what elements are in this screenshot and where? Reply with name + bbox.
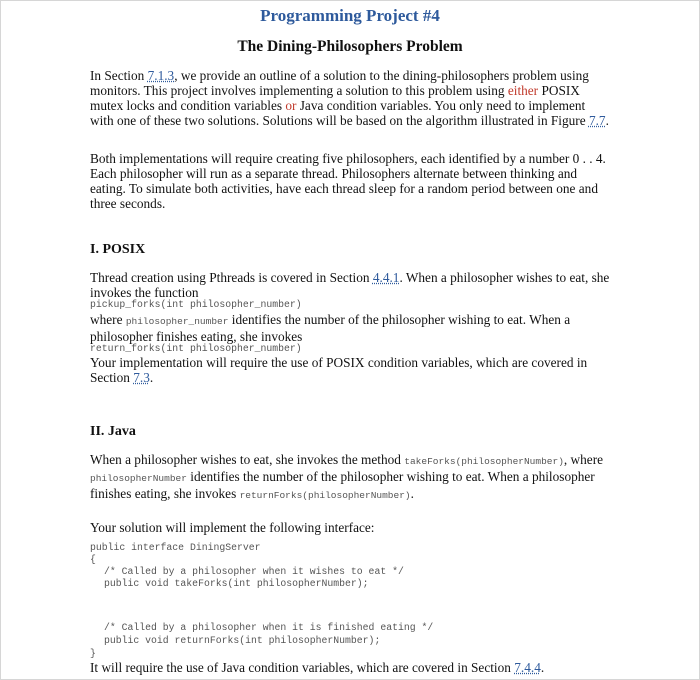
section-link-7-3[interactable]: 7.3: [133, 370, 150, 385]
intro-paragraph-2: Both implementations will require creating five philosophers, each identified by a number 0 . . 4. Each philosopher will run as a separate thread. Philosophers alternate between thinking and eating. To simulate both activities, have each thread sleep for a random period between one and three seconds.: [90, 151, 606, 211]
posix-code-pickup: pickup_forks(int philosopher_number): [90, 299, 302, 310]
posix-paragraph-2: where philosopher_number identifies the number of the philosopher wishing to eat. When a philosopher finishes eating, she invokes: [90, 312, 571, 344]
posix-heading: I. POSIX: [90, 242, 146, 257]
inline-code-philosophernumber: philosopherNumber: [90, 473, 187, 484]
emphasis-either: either: [507, 83, 539, 98]
emphasis-or: or: [285, 98, 297, 113]
inline-code-takeforks: takeForks(philosopherNumber): [404, 456, 564, 467]
code-method-returnforks: public void returnForks(int philosopherNumber);: [104, 635, 381, 646]
section-link-7-4-4[interactable]: 7.4.4: [514, 660, 541, 675]
section-link-4-4-1[interactable]: 4.4.1: [372, 270, 400, 285]
posix-paragraph-1: Thread creation using Pthreads is covered in Section 4.4.1. When a philosopher wishes to eat, she invokes the function: [90, 270, 610, 300]
code-open-brace: {: [90, 554, 96, 565]
top-border: [0, 0, 700, 1]
section-link-7-1-3[interactable]: 7.1.3: [147, 68, 175, 83]
page-subtitle: The Dining-Philosophers Problem: [237, 38, 463, 55]
java-heading: II. Java: [90, 424, 136, 439]
java-paragraph-3: It will require the use of Java condition variables, which are covered in Section 7.4.4.: [90, 660, 545, 675]
code-comment-take: /* Called by a philosopher when it wishes to eat */: [104, 566, 404, 577]
inline-code-returnforks: returnForks(philosopherNumber): [239, 490, 411, 501]
posix-paragraph-3: Your implementation will require the use of POSIX condition variables, which are covered in Section 7.3.: [90, 355, 588, 385]
code-close-brace: }: [90, 648, 96, 659]
intro-paragraph-1: In Section 7.1.3, we provide an outline of a solution to the dining-philosophers problem using monitors. This project involves implementing a solution to this problem using either POSIX mutex locks and condition variables or Java condition variables. You only need to implement with one of these two solutions. Solutions will be based on the algorithm illustrated in Figure 7.7.: [90, 68, 609, 128]
figure-link-7-7[interactable]: 7.7: [588, 113, 606, 128]
left-border: [0, 0, 1, 680]
page-title: Programming Project #4: [260, 6, 440, 25]
code-method-takeforks: public void takeForks(int philosopherNumber);: [104, 578, 369, 589]
java-paragraph-2: Your solution will implement the following interface:: [90, 520, 375, 535]
code-interface-decl: public interface DiningServer: [90, 542, 261, 553]
java-paragraph-1: When a philosopher wishes to eat, she invokes the method takeForks(philosopherNumber), where philosopherNumber identifies the number of the philosopher wishing to eat. When a philosopher finishes eating, she invokes returnForks(philosopherNumber).: [90, 452, 604, 501]
inline-code-philosopher-number: philosopher_number: [125, 316, 229, 327]
posix-code-return: return_forks(int philosopher_number): [90, 343, 302, 354]
code-comment-return: /* Called by a philosopher when it is finished eating */: [104, 622, 434, 633]
